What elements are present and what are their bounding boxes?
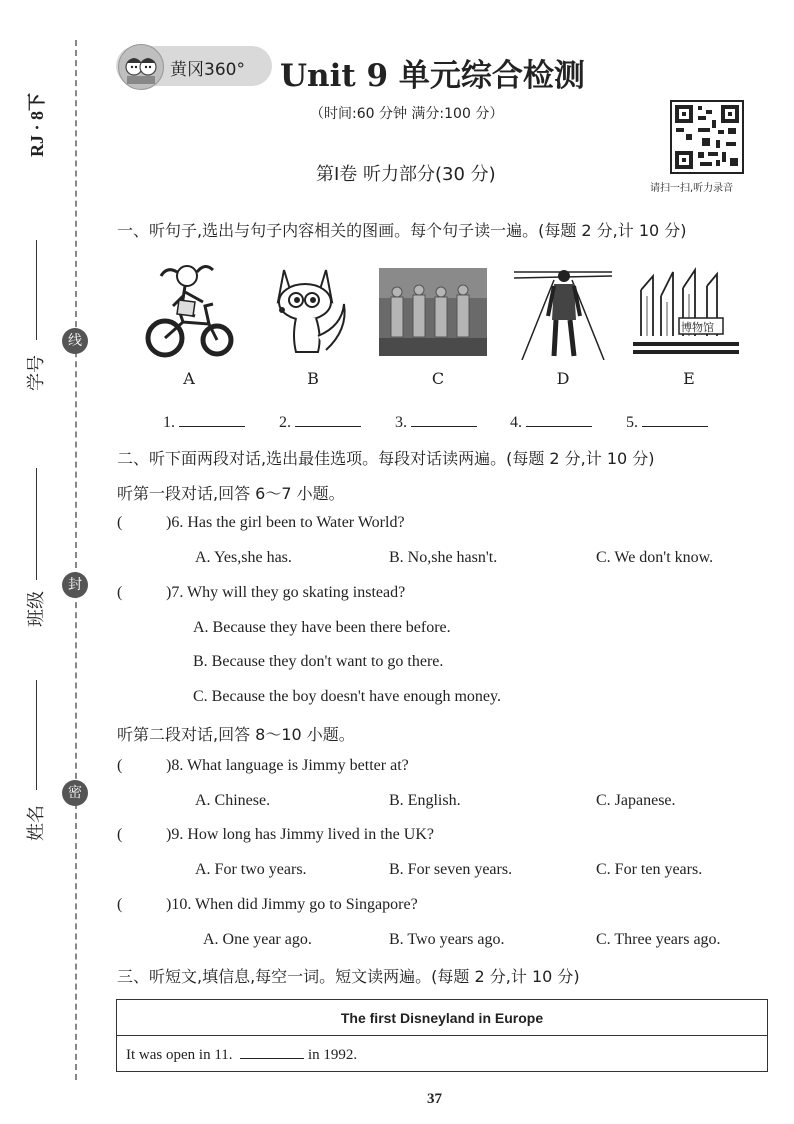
question-6-option-a[interactable]: A. Yes,she has. bbox=[195, 549, 292, 566]
museum-icon bbox=[633, 266, 739, 358]
name-blank[interactable] bbox=[36, 680, 37, 790]
question-10-option-c[interactable]: C. Three years ago. bbox=[596, 931, 721, 948]
question-9-option-b[interactable]: B. For seven years. bbox=[389, 861, 513, 878]
answer-blank-2[interactable] bbox=[279, 412, 361, 432]
picture-b bbox=[270, 266, 350, 358]
qr-caption: 请扫一扫,听力录音 bbox=[650, 183, 734, 194]
question-9-stem: )9. How long has Jimmy lived in the UK? bbox=[166, 826, 434, 843]
question-8-stem: )8. What language is Jimmy better at? bbox=[166, 757, 409, 774]
question-9-option-c[interactable]: C. For ten years. bbox=[596, 861, 703, 878]
seal-secret-mark: 密 bbox=[62, 780, 88, 806]
answer-blank-5[interactable] bbox=[626, 412, 708, 432]
answer-blank-11[interactable] bbox=[240, 1044, 304, 1059]
section1-heading: 一、听句子,选出与句子内容相关的图画。每个句子读一遍。(每题 2 分,计 10 分) bbox=[117, 221, 687, 240]
dialog1-instruction: 听第一段对话,回答 6～7 小题。 bbox=[117, 484, 345, 503]
question-6-option-c[interactable]: C. We don't know. bbox=[596, 549, 714, 566]
blank-number: 3. bbox=[395, 414, 407, 431]
picture-label-d: D bbox=[556, 369, 570, 388]
row1-text-after: in 1992. bbox=[308, 1046, 358, 1063]
question-10-option-b[interactable]: B. Two years ago. bbox=[389, 931, 505, 948]
seal-seal-mark: 封 bbox=[62, 572, 88, 598]
question-6-paren[interactable]: ( bbox=[117, 514, 123, 531]
question-10-option-a[interactable]: A. One year ago. bbox=[203, 931, 312, 948]
part-title: 第Ⅰ卷 听力部分(30 分) bbox=[316, 164, 496, 185]
class-blank[interactable] bbox=[36, 468, 37, 580]
blank-line[interactable] bbox=[295, 412, 361, 427]
dialog2-instruction: 听第二段对话,回答 8～10 小题。 bbox=[117, 725, 355, 744]
row1-text-before: It was open in 11. bbox=[126, 1046, 233, 1063]
name-label: 姓名 bbox=[26, 805, 47, 841]
blank-number: 4. bbox=[510, 414, 522, 431]
picture-label-a: A bbox=[183, 369, 195, 388]
page-number: 37 bbox=[427, 1091, 442, 1107]
question-7-option-c[interactable]: C. Because the boy doesn't have enough money. bbox=[193, 688, 501, 705]
brand-name: 黄冈360° bbox=[170, 60, 245, 80]
question-8-option-a[interactable]: A. Chinese. bbox=[195, 792, 271, 809]
picture-label-b: B bbox=[307, 369, 319, 388]
blank-number: 2. bbox=[279, 414, 291, 431]
student-id-blank[interactable] bbox=[36, 240, 37, 340]
student-id-label: 学号 bbox=[26, 355, 47, 391]
picture-label-e: E bbox=[683, 369, 695, 388]
question-8-option-b[interactable]: B. English. bbox=[389, 792, 461, 809]
question-8-paren[interactable]: ( bbox=[117, 757, 123, 774]
section2-heading: 二、听下面两段对话,选出最佳选项。每段对话读两遍。(每题 2 分,计 10 分) bbox=[117, 449, 655, 468]
question-7-option-b[interactable]: B. Because they don't want to go there. bbox=[193, 653, 444, 670]
blank-line[interactable] bbox=[179, 412, 245, 427]
question-10-stem: )10. When did Jimmy go to Singapore? bbox=[166, 896, 418, 913]
blank-line[interactable] bbox=[526, 412, 592, 427]
table-row bbox=[117, 1036, 768, 1072]
girl-bike-icon bbox=[143, 262, 235, 362]
picture-e bbox=[633, 266, 739, 358]
edition-label: RJ · 8下 bbox=[27, 92, 48, 158]
question-7-stem: )7. Why will they go skating instead? bbox=[166, 584, 406, 601]
question-6-stem: )6. Has the girl been to Water World? bbox=[166, 514, 405, 531]
seal-line-mark: 线 bbox=[62, 328, 88, 354]
blank-line[interactable] bbox=[411, 412, 477, 427]
question-9-option-a[interactable]: A. For two years. bbox=[195, 861, 307, 878]
mascot-icon bbox=[118, 44, 164, 90]
picture-label-c: C bbox=[431, 369, 445, 388]
question-9-paren[interactable]: ( bbox=[117, 826, 123, 843]
blank-number: 5. bbox=[626, 414, 638, 431]
question-10-paren[interactable]: ( bbox=[117, 896, 123, 913]
answer-blank-3[interactable] bbox=[395, 412, 477, 432]
question-7-paren[interactable]: ( bbox=[117, 584, 123, 601]
picture-c bbox=[379, 268, 487, 356]
page-title: Unit 9 单元综合检测 bbox=[280, 58, 585, 94]
blank-line[interactable] bbox=[642, 412, 708, 427]
section3-heading: 三、听短文,填信息,每空一词。短文读两遍。(每题 2 分,计 10 分) bbox=[117, 967, 580, 986]
question-8-option-c[interactable]: C. Japanese. bbox=[596, 792, 676, 809]
fox-icon bbox=[270, 266, 350, 358]
picture-d bbox=[514, 266, 612, 360]
info-table bbox=[116, 999, 768, 1072]
terracotta-warriors-icon bbox=[379, 268, 487, 356]
picture-a bbox=[143, 262, 235, 362]
answer-blank-4[interactable] bbox=[510, 412, 592, 432]
answer-blank-1[interactable] bbox=[163, 412, 245, 432]
blank-number: 1. bbox=[163, 414, 175, 431]
binding-dashed-line bbox=[75, 40, 77, 1080]
table-title: The first Disneyland in Europe bbox=[117, 1000, 768, 1036]
question-7-option-a[interactable]: A. Because they have been there before. bbox=[193, 619, 451, 636]
class-label: 班级 bbox=[26, 591, 47, 627]
question-6-option-b[interactable]: B. No,she hasn't. bbox=[389, 549, 498, 566]
exam-meta: （时间:60 分钟 满分:100 分） bbox=[310, 106, 504, 122]
man-walking-icon bbox=[514, 266, 612, 360]
qr-code[interactable] bbox=[670, 100, 744, 174]
museum-sign: 博物馆 bbox=[681, 321, 714, 334]
